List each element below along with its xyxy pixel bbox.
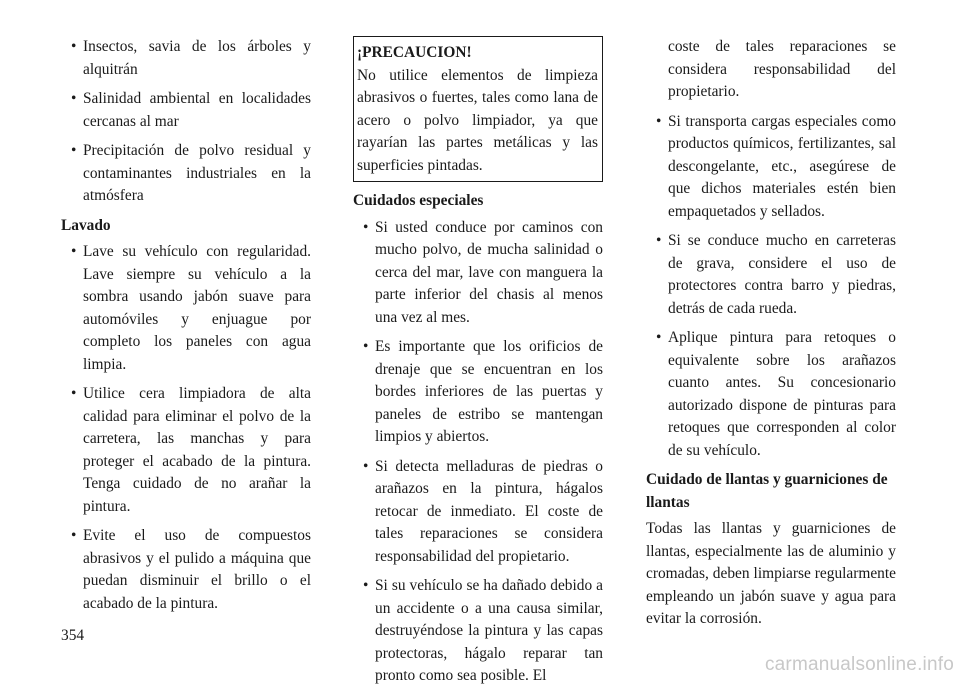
list-item: • Salinidad ambiental en localidades cercanas al mar	[61, 88, 311, 133]
special-care-list-continued	[646, 36, 896, 462]
column-right	[646, 36, 896, 631]
list-item: • Insectos, savia de los árboles y alquitrán	[61, 36, 311, 81]
list-item: • Precipitación de polvo residual y contaminantes industriales en la atmósfera	[61, 140, 311, 208]
column-left	[61, 36, 311, 622]
list-item: • Lave su vehículo con regularidad. Lave siempre su vehículo a la sombra usando jabón suave para automóviles y enjuague por completo los paneles con agua limpia.	[61, 241, 311, 376]
watermark: carmanualsonline.info	[764, 654, 954, 675]
section-heading-lavado: Lavado	[61, 216, 111, 234]
washing-list	[61, 241, 311, 615]
list-item-continuation: coste de tales reparaciones se considera responsabilidad del propietario.	[668, 38, 896, 100]
list-item: • Utilice cera limpiadora de alta calidad para eliminar el polvo de la carretera, las manchas y para proteger el acabado de la pintura. Tenga cuidado de no arañar la pintura.	[61, 383, 311, 518]
section-heading-cuidados: Cuidados especiales	[353, 192, 484, 209]
column-middle	[353, 36, 603, 695]
section-heading-llantas: Cuidado de llantas y guarniciones de llantas	[646, 471, 888, 511]
list-item: • Aplique pintura para retoques o equivalente sobre los arañazos cuanto antes. Su concesionario autorizado dispone de pinturas para retoques que corresponden al color de su vehículo.	[646, 327, 896, 462]
caution-text: No utilice elementos de limpieza abrasivos o fuertes, tales como lana de acero o polvo limpiador, ya que rayarían las partes metálicas y las superficies pintadas.	[357, 66, 598, 174]
caution-box	[353, 36, 603, 182]
caution-title: ¡PRECAUCION!	[357, 44, 472, 61]
page-number: 354	[61, 627, 85, 644]
list-item: • Si usted conduce por caminos con mucho polvo, de mucha salinidad o cerca del mar, lave con manguera la parte inferior del chasis al menos una vez al mes.	[353, 217, 603, 330]
list-item: • Es importante que los orificios de drenaje que se encuentran en los bordes inferiores de las puertas y paneles de estribo se mantengan limpios y abiertos.	[353, 336, 603, 449]
llantas-paragraph: Todas las llantas y guarniciones de llantas, especialmente las de aluminio y cromadas, deben limpiarse regularmente empleando un jabón suave y agua para evitar la corrosión.	[646, 520, 896, 627]
list-item: • Evite el uso de compuestos abrasivos y el pulido a máquina que puedan disminuir el brillo o el acabado de la pintura.	[61, 525, 311, 615]
special-care-list	[353, 217, 603, 688]
list-item: • Si transporta cargas especiales como productos químicos, fertilizantes, sal descongelante, etc., asegúrese de que dichos materiales estén bien empaquetados y sellados.	[646, 111, 896, 224]
list-item: • Si su vehículo se ha dañado debido a un accidente o a una causa similar, destruyéndose la pintura y las capas protectoras, hágalo reparar tan pronto como sea posible. El	[353, 575, 603, 688]
contaminant-list	[61, 36, 311, 208]
list-item: • Si detecta melladuras de piedras o arañazos en la pintura, hágalos retocar de inmediato. El coste de tales reparaciones se considera responsabilidad del propietario.	[353, 456, 603, 569]
list-item: • Si se conduce mucho en carreteras de grava, considere el uso de protectores contra barro y piedras, detrás de cada rueda.	[646, 230, 896, 320]
